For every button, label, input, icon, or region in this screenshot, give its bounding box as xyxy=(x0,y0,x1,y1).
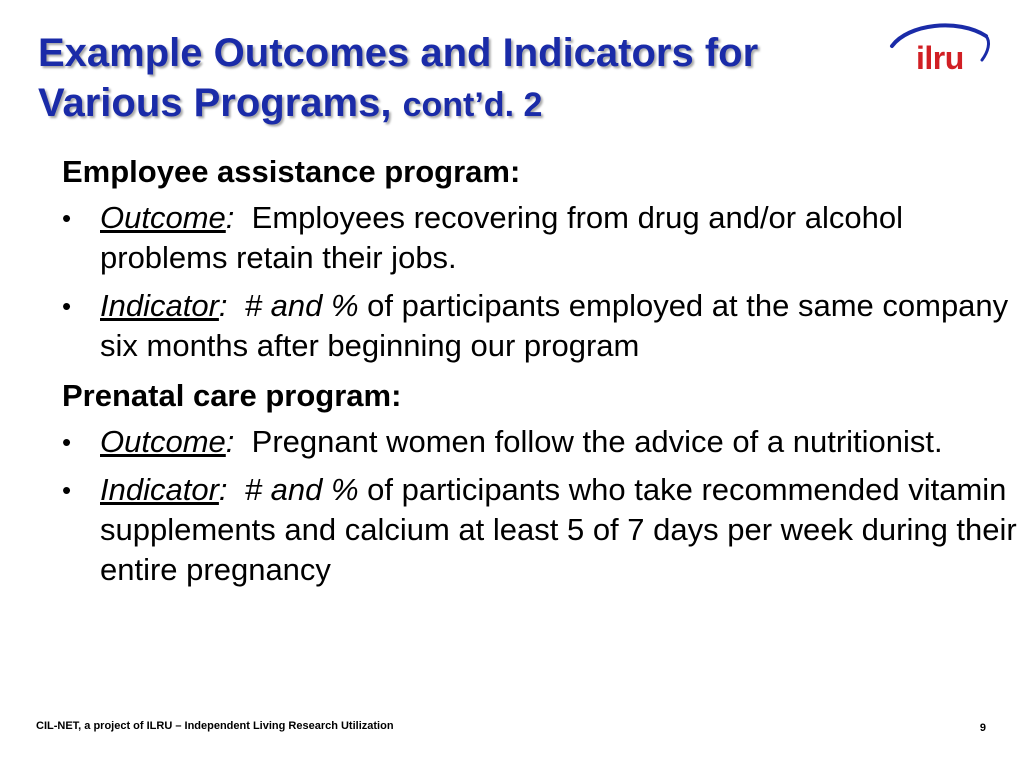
outcome-colon: : xyxy=(225,200,235,235)
indicator-colon: : xyxy=(218,288,228,323)
bullet-icon: • xyxy=(62,291,72,321)
outcome-text: Employees recovering from drug and/or alcohol problems retain their jobs. xyxy=(100,200,903,275)
slide-title xyxy=(38,28,878,130)
ilru-logo xyxy=(888,16,998,76)
indicator-label: Indicator xyxy=(100,472,219,507)
slide-title-suffix: cont’d. 2 xyxy=(402,86,543,124)
page-number: 9 xyxy=(979,722,986,734)
indicator-label: Indicator xyxy=(100,288,219,323)
bullet-icon: • xyxy=(62,427,72,457)
bullet-icon: • xyxy=(62,203,72,233)
indicator-colon: : xyxy=(218,472,228,507)
section-heading: Employee assistance program: xyxy=(62,154,521,189)
section-prenatal-care xyxy=(62,376,1017,590)
slide-content xyxy=(62,152,1017,598)
section-heading: Prenatal care program: xyxy=(62,378,402,413)
bullet-icon: • xyxy=(62,475,72,505)
outcome-text: Pregnant women follow the advice of a nutritionist. xyxy=(251,424,943,459)
slide-title-main: Example Outcomes and Indicators for Various Programs, xyxy=(38,31,759,125)
outcome-item xyxy=(62,422,1017,462)
outcome-label: Outcome xyxy=(100,200,226,235)
outcome-item xyxy=(62,198,1017,278)
outcome-colon: : xyxy=(225,424,235,459)
indicator-text: of participants who take recommended vitamin supplements and calcium at least 5 of 7 days per week during their entire pregnancy xyxy=(100,472,1017,587)
indicator-item xyxy=(62,286,1017,366)
indicator-measure: # and % xyxy=(244,288,359,323)
outcome-label: Outcome xyxy=(100,424,226,459)
indicator-measure: # and % xyxy=(244,472,359,507)
logo-text: ilru xyxy=(916,40,964,76)
section-employee-assistance xyxy=(62,152,1017,366)
footer-credit: CIL-NET, a project of ILRU – Independent Living Research Utilization xyxy=(36,720,394,732)
indicator-text: of participants employed at the same company six months after beginning our program xyxy=(100,288,1009,363)
indicator-item xyxy=(62,470,1017,590)
